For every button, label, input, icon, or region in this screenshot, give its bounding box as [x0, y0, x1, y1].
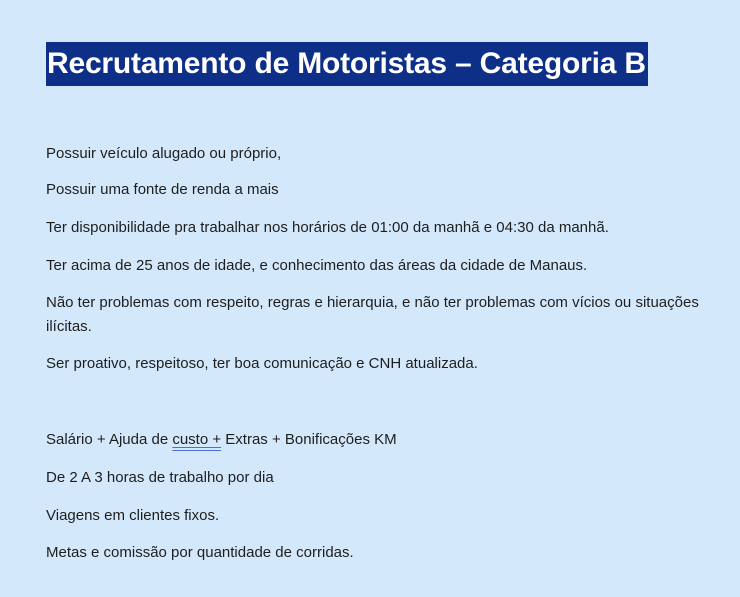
requirement-conduct[interactable]: Não ter problemas com respeito, regras e hierarquia, e não ter problemas com vícios ou situações ilícitas. [46, 294, 699, 335]
benefit-hours[interactable]: De 2 A 3 horas de trabalho por dia [46, 469, 274, 486]
spelling-flag[interactable]: custo + [172, 431, 222, 448]
benefit-salary-start: Salário + Ajuda de [46, 431, 173, 448]
benefit-trips[interactable]: Viagens em clientes fixos. [46, 507, 220, 524]
document-title[interactable]: Recrutamento de Motoristas – Categoria B [46, 42, 648, 86]
benefit-goals[interactable]: Metas e comissão por quantidade de corridas. [46, 544, 354, 561]
requirement-age-knowledge[interactable]: Ter acima de 25 anos de idade, e conhecimento das áreas da cidade de Manaus. [46, 257, 588, 274]
benefit-salary-end: Extras + Bonificações KM [221, 431, 397, 448]
requirement-extra-income[interactable]: Possuir uma fonte de renda a mais [46, 181, 279, 198]
benefit-salary[interactable] [46, 428, 397, 452]
requirement-vehicle[interactable]: Possuir veículo alugado ou próprio, [46, 145, 282, 162]
requirement-availability[interactable]: Ter disponibilidade pra trabalhar nos horários de 01:00 da manhã e 04:30 da manhã. [46, 219, 609, 236]
requirement-profile[interactable]: Ser proativo, respeitoso, ter boa comunicação e CNH atualizada. [46, 355, 478, 372]
